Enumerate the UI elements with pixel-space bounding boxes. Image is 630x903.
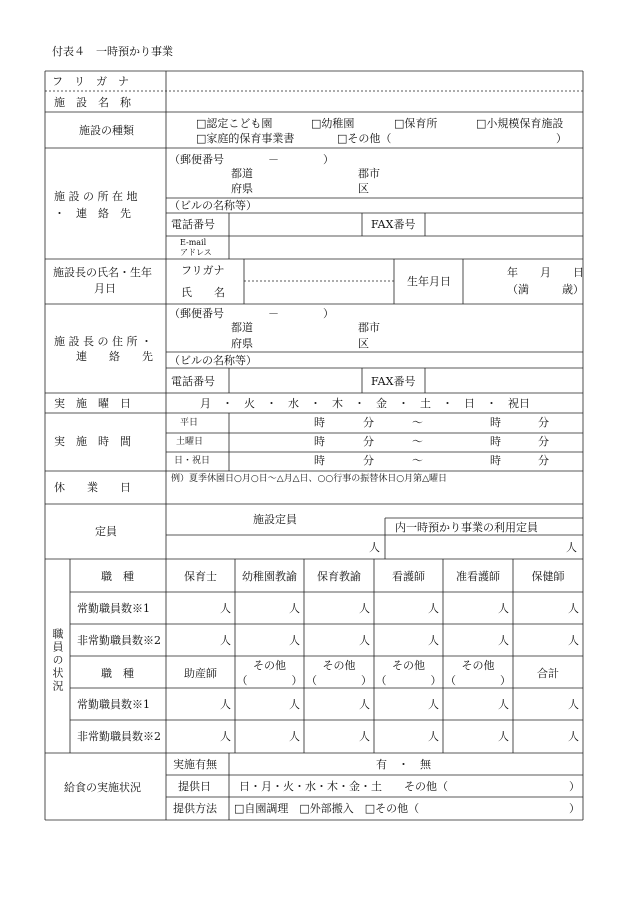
- head-fax-field[interactable]: [426, 369, 582, 392]
- head-postal-code[interactable]: （郵便番号 － ）: [169, 307, 334, 320]
- job2-col-4-paren[interactable]: （ ）: [445, 674, 511, 687]
- meal-days-close: ）: [569, 780, 580, 793]
- facility-name-label: 施 設 名 称: [54, 96, 131, 109]
- email-label-2: アドレス: [180, 248, 212, 257]
- job2-col-5: 合計: [537, 667, 559, 680]
- part-time-2-unit-1: 人: [289, 730, 300, 743]
- part-time-2-unit-2: 人: [359, 730, 370, 743]
- fax-field[interactable]: [426, 214, 582, 235]
- age-field[interactable]: （満 歳）: [507, 283, 584, 296]
- part-time-1-unit-1: 人: [289, 634, 300, 647]
- location-label-1: 施 設 の 所 在 地: [54, 190, 138, 203]
- head-fax-label: FAX番号: [371, 375, 416, 388]
- meal-method-label: 提供方法: [173, 802, 217, 815]
- job-col-0: 保育士: [184, 570, 217, 583]
- document-title: 付表４ 一時預かり事業: [52, 45, 173, 58]
- end-hour-label: 時: [490, 416, 501, 429]
- facility-type-label: 施設の種類: [79, 124, 134, 137]
- hours-saturday-label: 土曜日: [176, 437, 204, 447]
- option-nintei[interactable]: □認定こども園: [196, 117, 273, 130]
- holiday-field[interactable]: [167, 486, 582, 503]
- start-minute-label: 分: [363, 416, 374, 429]
- job-col-1: 幼稚園教諭: [242, 570, 297, 583]
- part-time-2-unit-3: 人: [428, 730, 439, 743]
- head-building-label[interactable]: （ビルの名称等）: [169, 354, 257, 367]
- part-time-1-field-2[interactable]: [305, 625, 357, 655]
- job-col-4: 准看護師: [456, 570, 500, 583]
- part-time-1-unit-2: 人: [359, 634, 370, 647]
- email-field[interactable]: [230, 237, 582, 258]
- part-time-2-unit-5: 人: [568, 730, 579, 743]
- full-time-2-unit-5: 人: [568, 698, 579, 711]
- full-time-1-unit-5: 人: [568, 602, 579, 615]
- full-time-1-unit-4: 人: [498, 602, 509, 615]
- job-col-3: 看護師: [392, 570, 425, 583]
- part-time-2-field-0[interactable]: [167, 721, 218, 751]
- option-youchien[interactable]: □幼稚園: [311, 117, 355, 130]
- full-time-1-field-3[interactable]: [375, 593, 426, 623]
- full-time-2-field-5[interactable]: [514, 689, 566, 719]
- meal-label: 給食の実施状況: [64, 781, 141, 794]
- job2-col-2: その他: [322, 659, 356, 672]
- head-address-label-1: 施 設 長 の 住 所 ・: [54, 335, 152, 348]
- end-minute-label: 分: [538, 454, 549, 467]
- full-time-1-field-4[interactable]: [444, 593, 496, 623]
- end-minute-label: 分: [538, 435, 549, 448]
- email-label-1: E-mail: [180, 238, 207, 247]
- facility-capacity-label: 施設定員: [253, 513, 297, 526]
- facility-capacity-field[interactable]: [167, 536, 367, 558]
- head-phone-label: 電話番号: [171, 375, 215, 388]
- job-col-2: 保育教諭: [317, 570, 361, 583]
- todo-label: 都道: [231, 167, 253, 180]
- job2-col-3: その他: [392, 659, 425, 672]
- ku-label: 区: [358, 182, 369, 195]
- full-time-2-unit-1: 人: [289, 698, 300, 711]
- full-time-2-label: 常勤職員数※1: [77, 698, 150, 711]
- head-label-1: 施設長の氏名・生年: [53, 266, 152, 279]
- option-other-close: ）: [556, 132, 567, 145]
- part-time-1-field-0[interactable]: [167, 625, 218, 655]
- staff-label: 職員の状況: [51, 628, 64, 693]
- holiday-example: 例）夏季休園日○月○日～△月△日、○○行事の振替休日○月第△曜日: [171, 474, 448, 484]
- hours-label: 実 施 時 間: [54, 435, 131, 448]
- job2-col-1-paren[interactable]: （ ）: [236, 674, 303, 687]
- start-minute-label: 分: [363, 435, 374, 448]
- facility-name-field[interactable]: [167, 92, 582, 111]
- meal-impl-options[interactable]: 有 ・ 無: [376, 758, 431, 771]
- part-time-2-label: 非常勤職員数※2: [77, 730, 161, 743]
- part-time-1-unit-5: 人: [568, 634, 579, 647]
- furigana-field[interactable]: [167, 72, 582, 90]
- head-todo-label: 都道: [231, 321, 253, 334]
- job-header-1: 職 種: [101, 570, 134, 583]
- postal-code[interactable]: （郵便番号 － ）: [169, 153, 334, 166]
- head-address-label-2: 連 絡 先: [76, 350, 153, 363]
- part-time-1-field-3[interactable]: [375, 625, 426, 655]
- head-fuken-label: 府県: [231, 337, 253, 350]
- temp-capacity-unit: 人: [566, 541, 577, 554]
- part-time-1-unit-4: 人: [498, 634, 509, 647]
- part-time-2-unit-0: 人: [220, 730, 231, 743]
- full-time-2-unit-3: 人: [428, 698, 439, 711]
- head-ku-label: 区: [358, 337, 369, 350]
- birthdate-label: 生年月日: [407, 275, 451, 288]
- temp-capacity-field[interactable]: [386, 536, 564, 558]
- hours-weekday-label: 平日: [180, 418, 199, 428]
- full-time-2-field-4[interactable]: [444, 689, 496, 719]
- holiday-label: 休 業 日: [54, 481, 131, 494]
- end-hour-label: 時: [490, 454, 501, 467]
- full-time-1-field-2[interactable]: [305, 593, 357, 623]
- option-small[interactable]: □小規模保育施設: [476, 117, 564, 130]
- full-time-1-field-1[interactable]: [236, 593, 287, 623]
- part-time-2-field-5[interactable]: [514, 721, 566, 751]
- part-time-1-label: 非常勤職員数※2: [77, 634, 161, 647]
- job2-col-4: その他: [461, 659, 495, 672]
- part-time-1-unit-0: 人: [220, 634, 231, 647]
- phone-field[interactable]: [230, 214, 361, 235]
- option-katei[interactable]: □家庭的保育事業書: [196, 132, 295, 145]
- part-time-1-field-5[interactable]: [514, 625, 566, 655]
- full-time-2-unit-2: 人: [359, 698, 370, 711]
- temp-capacity-label: 内一時預かり事業の利用定員: [395, 521, 538, 534]
- part-time-1-unit-3: 人: [428, 634, 439, 647]
- meal-impl-label: 実施有無: [173, 758, 217, 771]
- full-time-1-unit-3: 人: [428, 602, 439, 615]
- location-label-2: ・ 連 絡 先: [54, 207, 131, 220]
- job2-col-0: 助産師: [184, 667, 217, 680]
- start-hour-label: 時: [314, 435, 325, 448]
- full-time-1-unit-0: 人: [220, 602, 231, 615]
- fax-label: FAX番号: [371, 218, 416, 231]
- full-time-2-field-3[interactable]: [375, 689, 426, 719]
- days-options[interactable]: 月 ・ 火 ・ 水 ・ 木 ・ 金 ・ 土 ・ 日 ・ 祝日: [200, 397, 530, 410]
- start-hour-label: 時: [314, 454, 325, 467]
- head-label-2: 月日: [94, 282, 116, 295]
- option-other[interactable]: □その他（: [337, 132, 392, 145]
- full-time-2-field-1[interactable]: [236, 689, 287, 719]
- head-furigana-label: フリガナ: [181, 264, 225, 277]
- head-furigana-field[interactable]: [245, 260, 393, 280]
- head-name-field[interactable]: [245, 282, 393, 303]
- job2-col-2-paren[interactable]: （ ）: [306, 674, 372, 687]
- full-time-1-unit-2: 人: [359, 602, 370, 615]
- option-hoikusho[interactable]: □保育所: [394, 117, 438, 130]
- birthdate-field[interactable]: 年 月 日: [507, 266, 584, 279]
- head-phone-field[interactable]: [230, 369, 361, 392]
- job-header-2: 職 種: [101, 667, 134, 680]
- building-label[interactable]: （ビルの名称等）: [169, 199, 257, 212]
- part-time-1-field-1[interactable]: [236, 625, 287, 655]
- range-sep-label: ～: [412, 454, 423, 467]
- meal-days-options[interactable]: 日・月・火・水・木・金・土 その他（: [239, 780, 448, 793]
- meal-method-options[interactable]: □自園調理 □外部搬入 □その他（: [234, 802, 420, 815]
- end-hour-label: 時: [490, 435, 501, 448]
- capacity-label: 定員: [95, 525, 117, 538]
- full-time-1-field-5[interactable]: [514, 593, 566, 623]
- phone-label: 電話番号: [171, 218, 215, 231]
- full-time-1-label: 常勤職員数※1: [77, 602, 150, 615]
- meal-method-close: ）: [569, 802, 580, 815]
- full-time-2-unit-0: 人: [220, 698, 231, 711]
- part-time-2-field-4[interactable]: [444, 721, 496, 751]
- range-sep-label: ～: [412, 416, 423, 429]
- gun-label: 郡市: [358, 167, 380, 180]
- hours-holiday-label: 日・祝日: [174, 456, 211, 466]
- part-time-2-field-1[interactable]: [236, 721, 287, 751]
- full-time-2-field-0[interactable]: [167, 689, 218, 719]
- part-time-2-field-2[interactable]: [305, 721, 357, 751]
- fuken-label: 府県: [231, 182, 253, 195]
- full-time-1-unit-1: 人: [289, 602, 300, 615]
- head-name-label: 氏 名: [181, 286, 225, 299]
- end-minute-label: 分: [538, 416, 549, 429]
- range-sep-label: ～: [412, 435, 423, 448]
- full-time-2-field-2[interactable]: [305, 689, 357, 719]
- facility-capacity-unit: 人: [369, 541, 380, 554]
- part-time-2-unit-4: 人: [498, 730, 509, 743]
- full-time-1-field-0[interactable]: [167, 593, 218, 623]
- part-time-1-field-4[interactable]: [444, 625, 496, 655]
- start-hour-label: 時: [314, 416, 325, 429]
- head-gun-label: 郡市: [358, 321, 380, 334]
- job2-col-3-paren[interactable]: （ ）: [375, 674, 442, 687]
- furigana-label: フ リ ガ ナ: [52, 75, 129, 88]
- job-col-5: 保健師: [531, 570, 565, 583]
- start-minute-label: 分: [363, 454, 374, 467]
- meal-provide-label: 提供日: [178, 780, 211, 793]
- full-time-2-unit-4: 人: [498, 698, 509, 711]
- job2-col-1: その他: [253, 659, 286, 672]
- part-time-2-field-3[interactable]: [375, 721, 426, 751]
- days-label: 実 施 曜 日: [54, 397, 131, 410]
